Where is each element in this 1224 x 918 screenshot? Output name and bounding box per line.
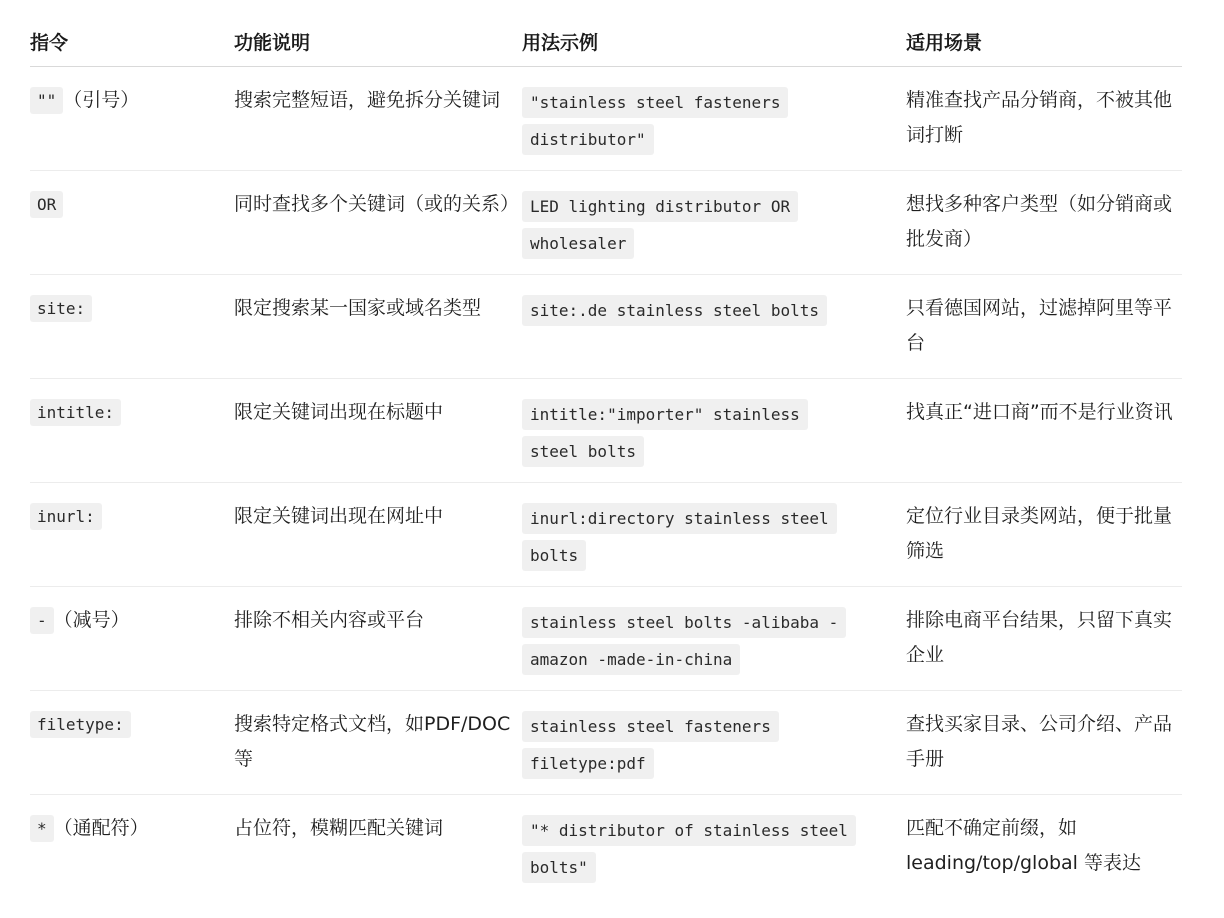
table-header-row [30, 0, 1182, 67]
table-row [30, 795, 1182, 899]
command-code: "" [30, 87, 63, 114]
example-cell [522, 483, 906, 574]
example-cell [522, 171, 906, 262]
command-code: - [30, 607, 54, 634]
command-cell [30, 275, 234, 326]
example-cell [522, 379, 906, 470]
table-row [30, 171, 1182, 275]
command-code: filetype: [30, 711, 131, 738]
table-row [30, 379, 1182, 483]
command-cell [30, 691, 234, 742]
example-cell [522, 587, 906, 678]
example-code: LED lighting distributor OR wholesaler [522, 191, 798, 259]
command-suffix: （通配符） [53, 817, 149, 839]
scenario-cell: 只看德国网站，过滤掉阿里等平台 [906, 297, 1173, 354]
function-cell: 限定关键词出现在标题中 [234, 401, 444, 423]
table-row [30, 691, 1182, 795]
function-cell: 限定搜索某一国家或域名类型 [234, 297, 482, 319]
table-row [30, 67, 1182, 171]
command-code: intitle: [30, 399, 121, 426]
example-code: stainless steel bolts -alibaba -amazon -made-in-china [522, 607, 846, 675]
scenario-cell: 定位行业目录类网站，便于批量筛选 [906, 505, 1173, 562]
scenario-cell: 找真正“进口商”而不是行业资讯 [906, 401, 1173, 423]
function-cell: 同时查找多个关键词（或的关系） [234, 193, 520, 215]
command-cell [30, 67, 234, 118]
function-cell: 限定关键词出现在网址中 [234, 505, 444, 527]
function-cell: 排除不相关内容或平台 [234, 609, 425, 631]
example-code: "stainless steel fasteners distributor" [522, 87, 788, 155]
table-row [30, 483, 1182, 587]
search-operators-table [30, 0, 1182, 899]
example-cell [522, 67, 906, 158]
scenario-cell: 匹配不确定前缀，如 leading/top/global 等表达 [906, 817, 1141, 874]
example-code: site:.de stainless steel bolts [522, 295, 827, 326]
example-code: stainless steel fasteners filetype:pdf [522, 711, 779, 779]
function-cell: 搜索完整短语，避免拆分关键词 [234, 89, 501, 111]
scenario-cell: 查找买家目录、公司介绍、产品手册 [906, 713, 1173, 770]
command-code: OR [30, 191, 63, 218]
scenario-cell: 精准查找产品分销商，不被其他词打断 [906, 89, 1173, 146]
example-cell [522, 795, 906, 886]
example-code: inurl:directory stainless steel bolts [522, 503, 837, 571]
command-cell [30, 795, 234, 846]
scenario-cell: 想找多种客户类型（如分销商或批发商） [906, 193, 1173, 250]
command-cell [30, 483, 234, 534]
header-command: 指令 [30, 32, 69, 54]
scenario-cell: 排除电商平台结果，只留下真实企业 [906, 609, 1173, 666]
table-row [30, 587, 1182, 691]
command-suffix: （减号） [53, 609, 130, 631]
command-cell [30, 587, 234, 638]
command-suffix: （引号） [63, 89, 140, 111]
header-example: 用法示例 [522, 32, 599, 54]
example-code: intitle:"importer" stainless steel bolts [522, 399, 808, 467]
command-cell [30, 171, 234, 222]
command-code: * [30, 815, 54, 842]
header-scenario: 适用场景 [906, 32, 983, 54]
example-cell [522, 275, 906, 329]
function-cell: 占位符，模糊匹配关键词 [234, 817, 444, 839]
example-cell [522, 691, 906, 782]
example-code: "* distributor of stainless steel bolts" [522, 815, 856, 883]
command-code: inurl: [30, 503, 102, 530]
function-cell: 搜索特定格式文档，如PDF/DOC等 [234, 713, 511, 770]
table-row [30, 275, 1182, 379]
command-code: site: [30, 295, 92, 322]
header-function: 功能说明 [234, 32, 311, 54]
command-cell [30, 379, 234, 430]
